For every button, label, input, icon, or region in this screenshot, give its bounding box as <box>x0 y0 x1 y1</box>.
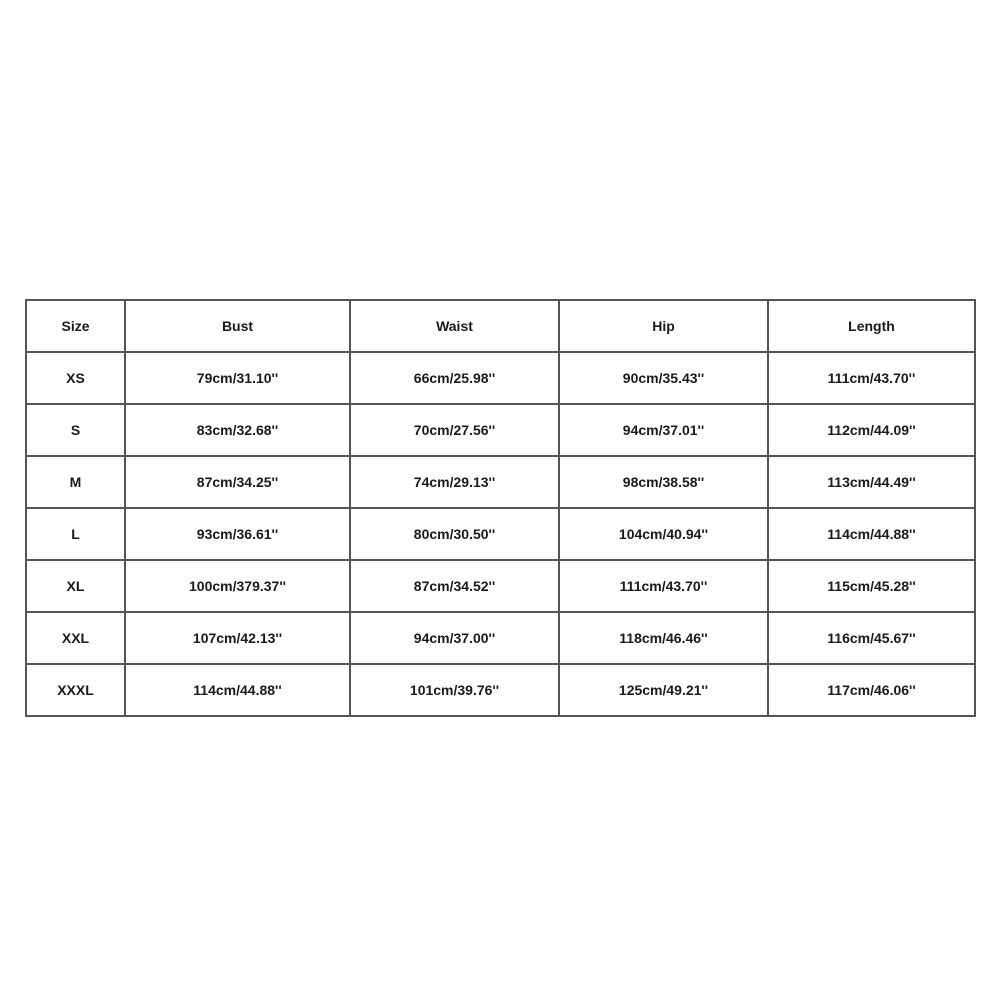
size-cell: L <box>26 508 125 560</box>
hip-cell: 118cm/46.46'' <box>559 612 768 664</box>
hip-cell: 125cm/49.21'' <box>559 664 768 716</box>
bust-cell: 83cm/32.68'' <box>125 404 350 456</box>
table-row <box>26 456 975 508</box>
size-cell: XXXL <box>26 664 125 716</box>
table-row <box>26 612 975 664</box>
length-cell: 113cm/44.49'' <box>768 456 975 508</box>
length-cell: 116cm/45.67'' <box>768 612 975 664</box>
table-row <box>26 352 975 404</box>
waist-cell: 94cm/37.00'' <box>350 612 559 664</box>
header-row <box>26 300 975 352</box>
bust-cell: 79cm/31.10'' <box>125 352 350 404</box>
table-row <box>26 508 975 560</box>
waist-cell: 87cm/34.52'' <box>350 560 559 612</box>
header-size: Size <box>26 300 125 352</box>
bust-cell: 107cm/42.13'' <box>125 612 350 664</box>
waist-cell: 101cm/39.76'' <box>350 664 559 716</box>
length-cell: 112cm/44.09'' <box>768 404 975 456</box>
bust-cell: 87cm/34.25'' <box>125 456 350 508</box>
hip-cell: 94cm/37.01'' <box>559 404 768 456</box>
bust-cell: 93cm/36.61'' <box>125 508 350 560</box>
size-cell: XXL <box>26 612 125 664</box>
bust-cell: 100cm/379.37'' <box>125 560 350 612</box>
table-row <box>26 560 975 612</box>
table-row <box>26 664 975 716</box>
bust-cell: 114cm/44.88'' <box>125 664 350 716</box>
size-cell: M <box>26 456 125 508</box>
length-cell: 115cm/45.28'' <box>768 560 975 612</box>
size-chart-table <box>25 299 976 717</box>
header-length: Length <box>768 300 975 352</box>
header-bust: Bust <box>125 300 350 352</box>
size-cell: XL <box>26 560 125 612</box>
waist-cell: 70cm/27.56'' <box>350 404 559 456</box>
size-cell: XS <box>26 352 125 404</box>
length-cell: 114cm/44.88'' <box>768 508 975 560</box>
hip-cell: 104cm/40.94'' <box>559 508 768 560</box>
length-cell: 111cm/43.70'' <box>768 352 975 404</box>
waist-cell: 74cm/29.13'' <box>350 456 559 508</box>
hip-cell: 111cm/43.70'' <box>559 560 768 612</box>
length-cell: 117cm/46.06'' <box>768 664 975 716</box>
waist-cell: 66cm/25.98'' <box>350 352 559 404</box>
table-row <box>26 404 975 456</box>
header-hip: Hip <box>559 300 768 352</box>
size-cell: S <box>26 404 125 456</box>
hip-cell: 90cm/35.43'' <box>559 352 768 404</box>
hip-cell: 98cm/38.58'' <box>559 456 768 508</box>
waist-cell: 80cm/30.50'' <box>350 508 559 560</box>
header-waist: Waist <box>350 300 559 352</box>
